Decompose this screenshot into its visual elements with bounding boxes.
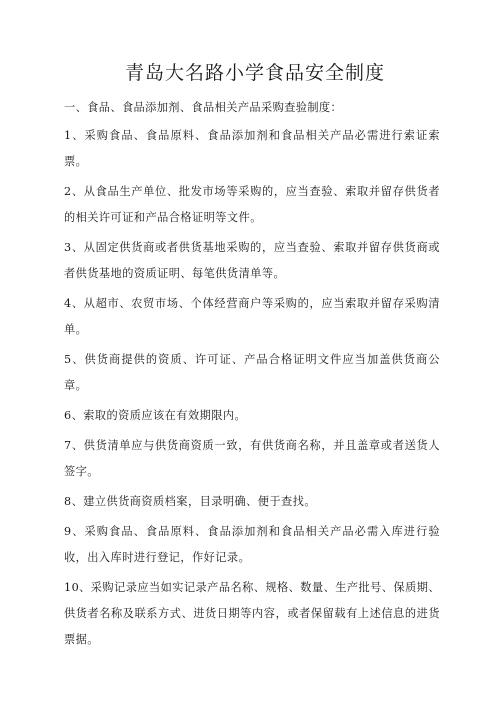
document-title: 青岛大名路小学食品安全制度 [124,62,385,84]
rule-item-3: 3、从固定供货商或者供货基地采购的，应当查验、索取并留存供货商或者供货基地的资质证明、每笔供货清单等。 [64,241,440,280]
rule-item-2: 2、从食品生产单位、批发市场等采购的，应当查验、索取并留存供货者的相关许可证和产品合格证明等文件。 [64,185,440,224]
section-heading: 一、食品、食品添加剂、食品相关产品采购查验制度： [64,101,343,114]
rule-list [64,123,440,653]
rule-item-4: 4、从超市、农贸市场、个体经营商户等采购的，应当索取并留存采购清单。 [64,297,440,336]
rule-item-6: 6、索取的资质应该在有效期限内。 [64,409,247,422]
rule-item-8: 8、建立供货商资质档案，目录明确、便于查找。 [64,495,316,508]
rule-item-9: 9、采购食品、食品原料、食品添加剂和食品相关产品必需入库进行验收，出入库时进行登记，作好记录。 [64,525,440,564]
rule-item-7: 7、供货清单应与供货商资质一致，有供货商名称，并且盖章或者送货人签字。 [64,439,440,478]
rule-item-1: 1、采购食品、食品原料、食品添加剂和食品相关产品必需进行索证索票。 [64,129,440,168]
rule-item-5: 5、供货商提供的资质、许可证、产品合格证明文件应当加盖供货商公章。 [64,353,440,392]
rule-item-10: 10、采购记录应当如实记录产品名称、规格、数量、生产批号、保质期、供货者名称及联系方式、进货日期等内容，或者保留载有上述信息的进货票据。 [64,581,440,646]
